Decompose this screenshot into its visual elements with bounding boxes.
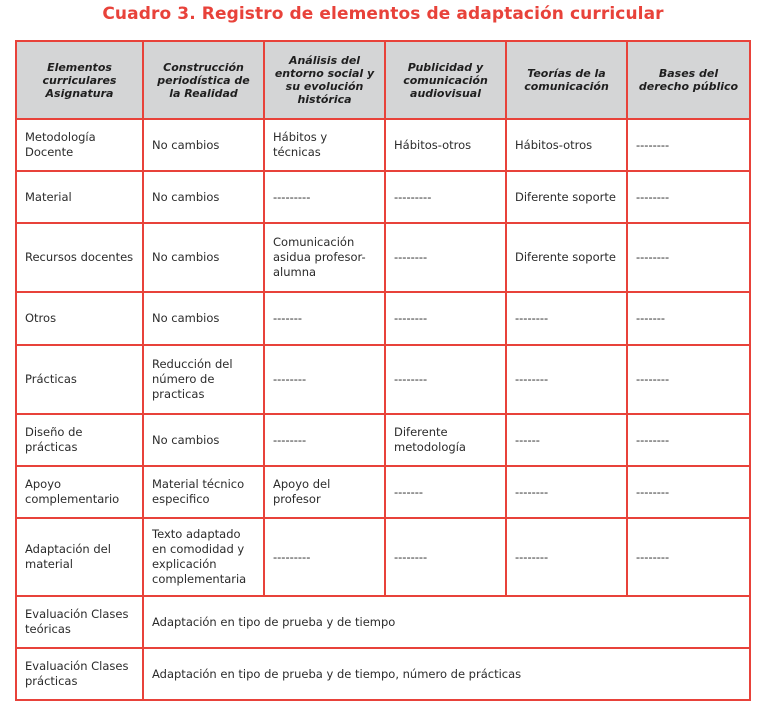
- table-cell: --------: [627, 171, 750, 223]
- table-cell: No cambios: [143, 223, 264, 292]
- spanning-cell: Adaptación en tipo de prueba y de tiempo: [143, 596, 750, 648]
- table-cell: --------: [627, 223, 750, 292]
- table-cell: ------: [506, 414, 627, 466]
- curricular-adaptation-table: [15, 40, 751, 701]
- row-label: Material: [16, 171, 143, 223]
- table-cell: -------: [385, 466, 506, 518]
- table-cell: No cambios: [143, 292, 264, 345]
- table-cell: Material técnico especifico: [143, 466, 264, 518]
- table-cell: ---------: [264, 171, 385, 223]
- header-cell: Análisis del entorno social y su evolución histórica: [264, 41, 385, 119]
- table-cell: --------: [385, 518, 506, 596]
- table-cell: --------: [627, 518, 750, 596]
- table-cell: --------: [506, 518, 627, 596]
- table-row: [16, 292, 750, 345]
- table-cell: -------: [627, 292, 750, 345]
- table-cell: --------: [627, 466, 750, 518]
- table-cell: No cambios: [143, 171, 264, 223]
- table-cell: Diferente metodología: [385, 414, 506, 466]
- table-cell: --------: [385, 292, 506, 345]
- table-cell: Hábitos-otros: [506, 119, 627, 171]
- table-row: [16, 414, 750, 466]
- table-cell: Comunicación asidua profesor-alumna: [264, 223, 385, 292]
- table-cell: Diferente soporte: [506, 223, 627, 292]
- table-cell: Reducción del número de practicas: [143, 345, 264, 414]
- row-label: Diseño de prácticas: [16, 414, 143, 466]
- row-label: Evaluación Clases prácticas: [16, 648, 143, 700]
- row-label: Apoyo complementario: [16, 466, 143, 518]
- table-cell: --------: [627, 119, 750, 171]
- table-cell: --------: [506, 466, 627, 518]
- table-cell: --------: [506, 292, 627, 345]
- table-row: [16, 518, 750, 596]
- table-row: [16, 345, 750, 414]
- table-cell: --------: [506, 345, 627, 414]
- table-row: [16, 223, 750, 292]
- table-cell: No cambios: [143, 119, 264, 171]
- table-cell: --------: [627, 414, 750, 466]
- header-cell: Bases del derecho público: [627, 41, 750, 119]
- table-row: [16, 648, 750, 700]
- table-row: [16, 466, 750, 518]
- row-label: Otros: [16, 292, 143, 345]
- table-cell: Hábitos-otros: [385, 119, 506, 171]
- table-cell: Diferente soporte: [506, 171, 627, 223]
- table-cell: --------: [264, 414, 385, 466]
- row-label: Prácticas: [16, 345, 143, 414]
- table-cell: --------: [385, 223, 506, 292]
- table-row: [16, 171, 750, 223]
- table-cell: No cambios: [143, 414, 264, 466]
- table-cell: --------: [264, 345, 385, 414]
- table-cell: Texto adaptado en comodidad y explicación complementaria: [143, 518, 264, 596]
- header-cell: Construcción periodística de la Realidad: [143, 41, 264, 119]
- header-cell: Teorías de la comunicación: [506, 41, 627, 119]
- table-row: [16, 596, 750, 648]
- table-title: Cuadro 3. Registro de elementos de adaptación curricular: [102, 4, 664, 24]
- table-cell: ---------: [264, 518, 385, 596]
- table-cell: --------: [385, 345, 506, 414]
- table-row: [16, 119, 750, 171]
- table-cell: Apoyo del profesor: [264, 466, 385, 518]
- table-cell: Hábitos y técnicas: [264, 119, 385, 171]
- header-row: [16, 41, 750, 119]
- row-label: Recursos docentes: [16, 223, 143, 292]
- spanning-cell: Adaptación en tipo de prueba y de tiempo, número de prácticas: [143, 648, 750, 700]
- table-cell: ---------: [385, 171, 506, 223]
- header-cell: Elementos curriculares Asignatura: [16, 41, 143, 119]
- row-label: Adaptación del material: [16, 518, 143, 596]
- row-label: Evaluación Clases teóricas: [16, 596, 143, 648]
- table-cell: --------: [627, 345, 750, 414]
- row-label: Metodología Docente: [16, 119, 143, 171]
- header-cell: Publicidad y comunicación audiovisual: [385, 41, 506, 119]
- table-cell: -------: [264, 292, 385, 345]
